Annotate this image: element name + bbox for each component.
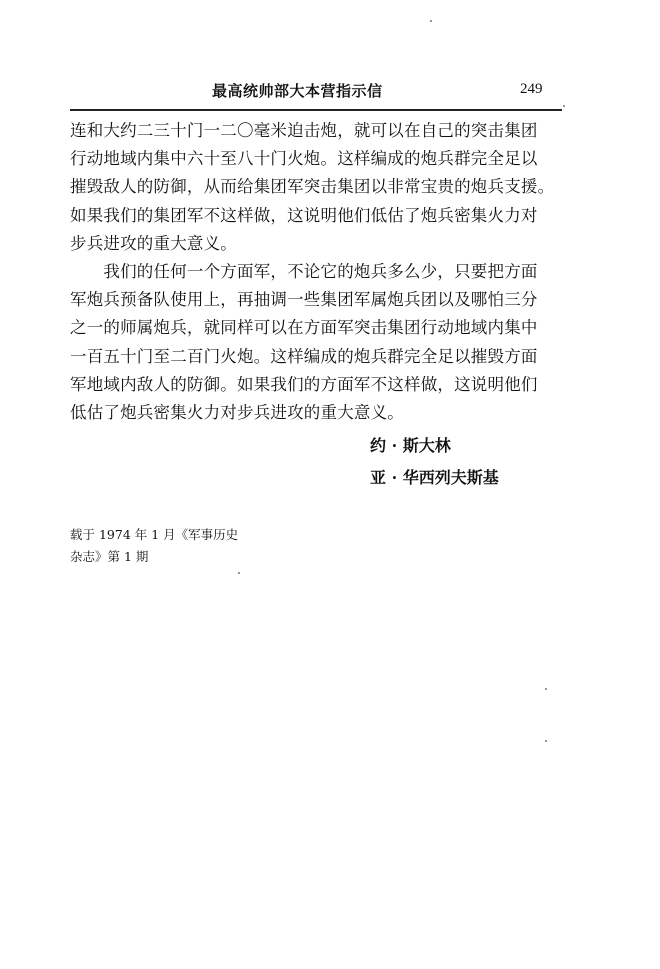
text-line: 军炮兵预备队使用上，再抽调一些集团军属炮兵团以及哪怕三分	[70, 290, 538, 310]
text-line: 连和大约二三十门一二〇毫米迫击炮，就可以在自己的突击集团	[70, 121, 538, 140]
text-line: 军地域内敌人的防御。如果我们的方面军不这样做，这说明他们	[70, 374, 538, 394]
source-note-line: 载于 1974 年 1 月《军事历史	[70, 527, 239, 542]
text-line: 行动地域内集中六十至八十门火炮。这样编成的炮兵群完全足以	[70, 149, 538, 169]
running-header-title: 最高统帅部大本营指示信	[212, 82, 383, 100]
text-line: 如果我们的集团军不这样做，这说明他们低估了炮兵密集火力对	[70, 205, 538, 225]
scan-speck	[430, 20, 432, 22]
signature-stalin: 约 · 斯大林	[370, 436, 451, 455]
page-number: 249	[520, 81, 543, 97]
scan-speck	[545, 688, 547, 690]
scan-speck	[545, 740, 547, 742]
source-note-line: 杂志》第 1 期	[70, 549, 149, 564]
text-line: 低估了炮兵密集火力对步兵进攻的重大意义。	[70, 402, 404, 422]
text-line: 步兵进攻的重大意义。	[70, 233, 237, 253]
text-line: 之一的师属炮兵，就同样可以在方面军突击集团行动地域内集中	[70, 318, 538, 338]
text-line: 一百五十门至二百门火炮。这样编成的炮兵群完全足以摧毁方面	[70, 346, 538, 366]
scan-speck	[563, 105, 565, 107]
text-line: 我们的任何一个方面军，不论它的炮兵多么少，只要把方面	[70, 261, 538, 281]
scan-speck	[238, 572, 240, 574]
header-rule	[70, 109, 562, 111]
source-note	[70, 524, 238, 568]
signatures	[370, 430, 499, 494]
text-line: 摧毁敌人的防御，从而给集团军突击集团以非常宝贵的炮兵支援。	[70, 177, 555, 197]
signature-vasilevsky: 亚 · 华西列夫斯基	[370, 468, 499, 487]
body-text	[70, 117, 570, 427]
